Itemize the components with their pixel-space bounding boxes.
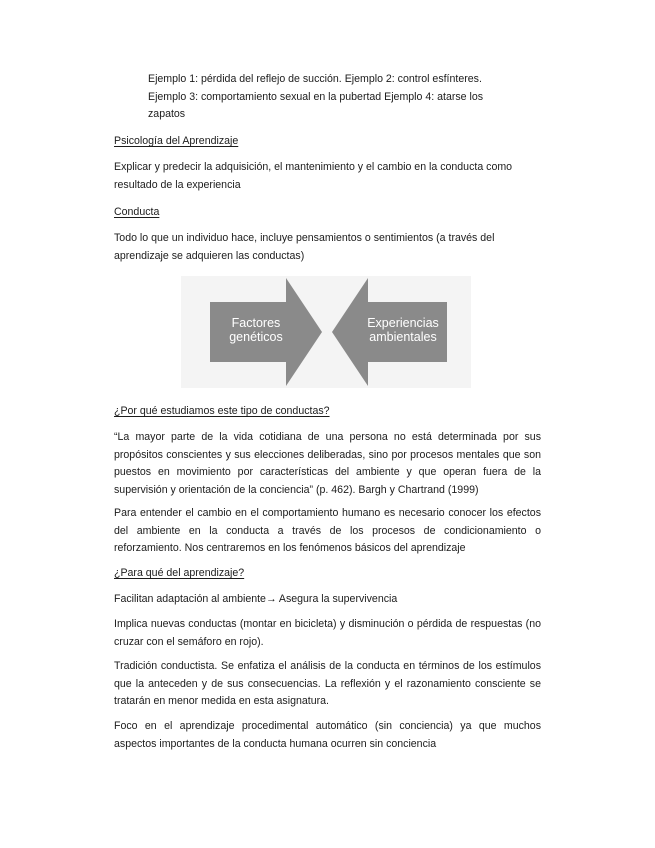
right-arrow-label-line-1: Experiencias xyxy=(367,316,439,330)
examples-paragraph xyxy=(148,71,541,124)
left-arrow-label-line-1: Factores xyxy=(231,316,281,330)
psicologia-heading: Psicología del Aprendizaje xyxy=(114,135,239,147)
examples-line-2: Ejemplo 3: comportamiento sexual en la pubertad Ejemplo 4: atarse los xyxy=(148,90,484,103)
factors-diagram xyxy=(181,276,471,388)
conducta-body: Todo lo que un individuo hace, incluye pensamientos o sentimientos (a través del aprendizaje se adquieren las conductas) xyxy=(114,232,495,262)
porque-heading: ¿Por qué estudiamos este tipo de conductas? xyxy=(114,405,330,417)
porque-body: Para entender el cambio en el comportamiento humano es necesario conocer los efectos del ambiente en la conducta a través de los procesos de condicionamiento o reforzamiento. Nos centraremos en los fenómenos básicos del aprendizaje xyxy=(114,507,541,554)
paraque-p4: Foco en el aprendizaje procedimental automático (sin conciencia) ya que muchos aspectos importantes de la conducta humana ocurren sin conciencia xyxy=(114,720,541,750)
conducta-heading: Conducta xyxy=(114,206,160,218)
psicologia-body: Explicar y predecir la adquisición, el mantenimiento y el cambio en la conducta como resultado de la experiencia xyxy=(114,161,513,191)
paraque-heading: ¿Para qué del aprendizaje? xyxy=(114,567,245,579)
right-arrow-label-line-2: ambientales xyxy=(369,330,437,344)
paraque-p3: Tradición conductista. Se enfatiza el análisis de la conducta en términos de los estímulos que la anteceden y de sus consecuencias. La reflexión y el razonamiento consciente se tratarán en menor medida en esta asignatura. xyxy=(114,660,541,707)
porque-quote: “La mayor parte de la vida cotidiana de una persona no está determinada por sus propósitos conscientes y sus elecciones deliberadas, sino por procesos mentales que son puestos en movimiento por características del ambiente y que operan fuera de la supervisión y orientación de la conciencia” (p. 462). Bargh y Chartrand (1999) xyxy=(114,431,541,496)
left-arrow-label-line-2: genéticos xyxy=(229,330,283,344)
paraque-p1: Facilitan adaptación al ambiente→ Asegura la supervivencia xyxy=(114,593,398,605)
examples-line-3: zapatos xyxy=(148,108,186,120)
diagram-svg xyxy=(181,276,471,388)
examples-line-1: Ejemplo 1: pérdida del reflejo de succión. Ejemplo 2: control esfínteres. xyxy=(148,73,482,85)
paraque-p2: Implica nuevas conductas (montar en bicicleta) y disminución o pérdida de respuestas (no cruzar con el semáforo en rojo). xyxy=(114,618,541,648)
